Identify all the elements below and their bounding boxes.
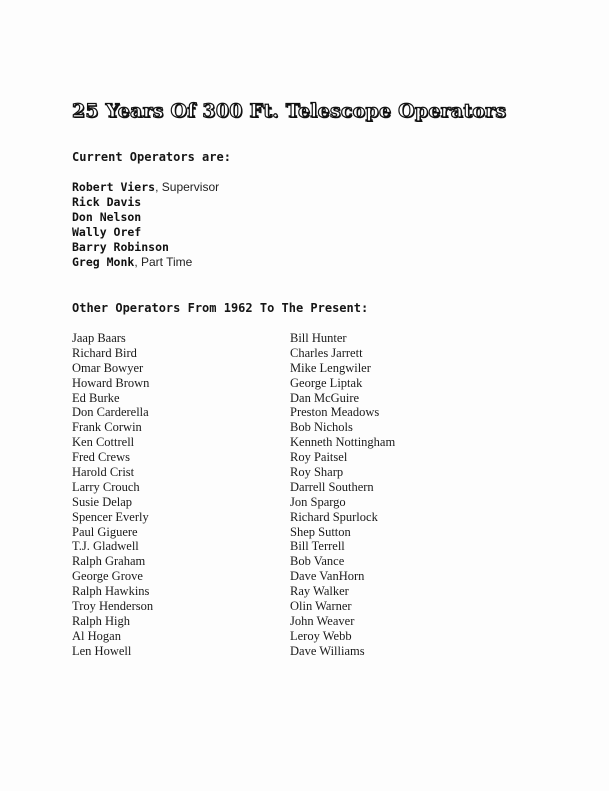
- list-item: Leroy Webb: [290, 628, 352, 643]
- list-item: Don Carderella: [72, 405, 149, 420]
- list-item: Ralph Graham: [72, 554, 146, 569]
- list-item: Paul Giguere: [72, 524, 138, 539]
- list-item: Frank Corwin: [72, 420, 142, 435]
- list-item: Roy Sharp: [290, 465, 344, 480]
- operator-name: Greg Monk: [72, 255, 135, 269]
- list-item: [72, 195, 219, 210]
- list-item: Fred Crews: [72, 450, 130, 465]
- other-operators-heading: Other Operators From 1962 To The Present:: [72, 301, 369, 315]
- list-item: George Grove: [72, 569, 143, 584]
- list-item: Charles Jarrett: [290, 345, 363, 360]
- list-item: Jon Spargo: [290, 494, 346, 509]
- list-item: Susie Delap: [72, 494, 133, 509]
- list-item: Bob Vance: [290, 554, 345, 569]
- list-item: Al Hogan: [72, 628, 121, 643]
- list-item: Ray Walker: [290, 584, 349, 599]
- list-item: [72, 210, 219, 225]
- operator-name: Don Nelson: [72, 210, 142, 224]
- list-item: Howard Brown: [72, 375, 150, 390]
- list-item: Len Howell: [72, 643, 132, 658]
- list-item: [72, 240, 219, 255]
- list-item: Ed Burke: [72, 390, 120, 405]
- list-item: Larry Crouch: [72, 479, 140, 494]
- page-title: 25 Years Of 300 Ft. Telescope Operators: [72, 100, 507, 122]
- operator-name: Robert Viers: [72, 180, 156, 194]
- list-item: [72, 225, 219, 240]
- list-item: Mike Lengwiler: [290, 360, 371, 375]
- list-item: Ralph High: [72, 613, 130, 628]
- list-item: Dan McGuire: [290, 390, 360, 405]
- operator-role: , Supervisor: [155, 180, 220, 194]
- list-item: Dave VanHorn: [290, 569, 365, 584]
- other-operators-left-column: [72, 331, 153, 659]
- operator-role: , Part Time: [134, 255, 193, 269]
- list-item: T.J. Gladwell: [72, 539, 139, 554]
- list-item: Shep Sutton: [290, 524, 351, 539]
- list-item: Spencer Everly: [72, 509, 149, 524]
- list-item: Omar Bowyer: [72, 360, 144, 375]
- list-item: Bob Nichols: [290, 420, 353, 435]
- list-item: John Weaver: [290, 613, 355, 628]
- list-item: Kenneth Nottingham: [290, 435, 396, 450]
- list-item: Richard Spurlock: [290, 509, 378, 524]
- list-item: Bill Hunter: [290, 331, 347, 345]
- list-item: Dave Williams: [290, 643, 365, 658]
- list-item: Ralph Hawkins: [72, 584, 150, 599]
- list-item: Roy Paitsel: [290, 450, 348, 465]
- list-item: Troy Henderson: [72, 599, 154, 614]
- list-item: George Liptak: [290, 375, 363, 390]
- current-operators-heading: Current Operators are:: [72, 150, 231, 164]
- list-item: [72, 180, 219, 195]
- list-item: Richard Bird: [72, 345, 137, 360]
- list-item: Darrell Southern: [290, 479, 374, 494]
- operator-name: Barry Robinson: [72, 240, 169, 254]
- current-operators-list: [72, 180, 219, 270]
- other-operators-right-column: [290, 331, 395, 659]
- list-item: Ken Cottrell: [72, 435, 135, 450]
- list-item: Preston Meadows: [290, 405, 380, 420]
- list-item: Harold Crist: [72, 465, 135, 480]
- list-item: Olin Warner: [290, 599, 352, 614]
- operator-name: Wally Oref: [72, 225, 142, 239]
- list-item: Bill Terrell: [290, 539, 345, 554]
- list-item: Jaap Baars: [72, 331, 126, 345]
- list-item: [72, 255, 219, 270]
- operator-name: Rick Davis: [72, 195, 142, 209]
